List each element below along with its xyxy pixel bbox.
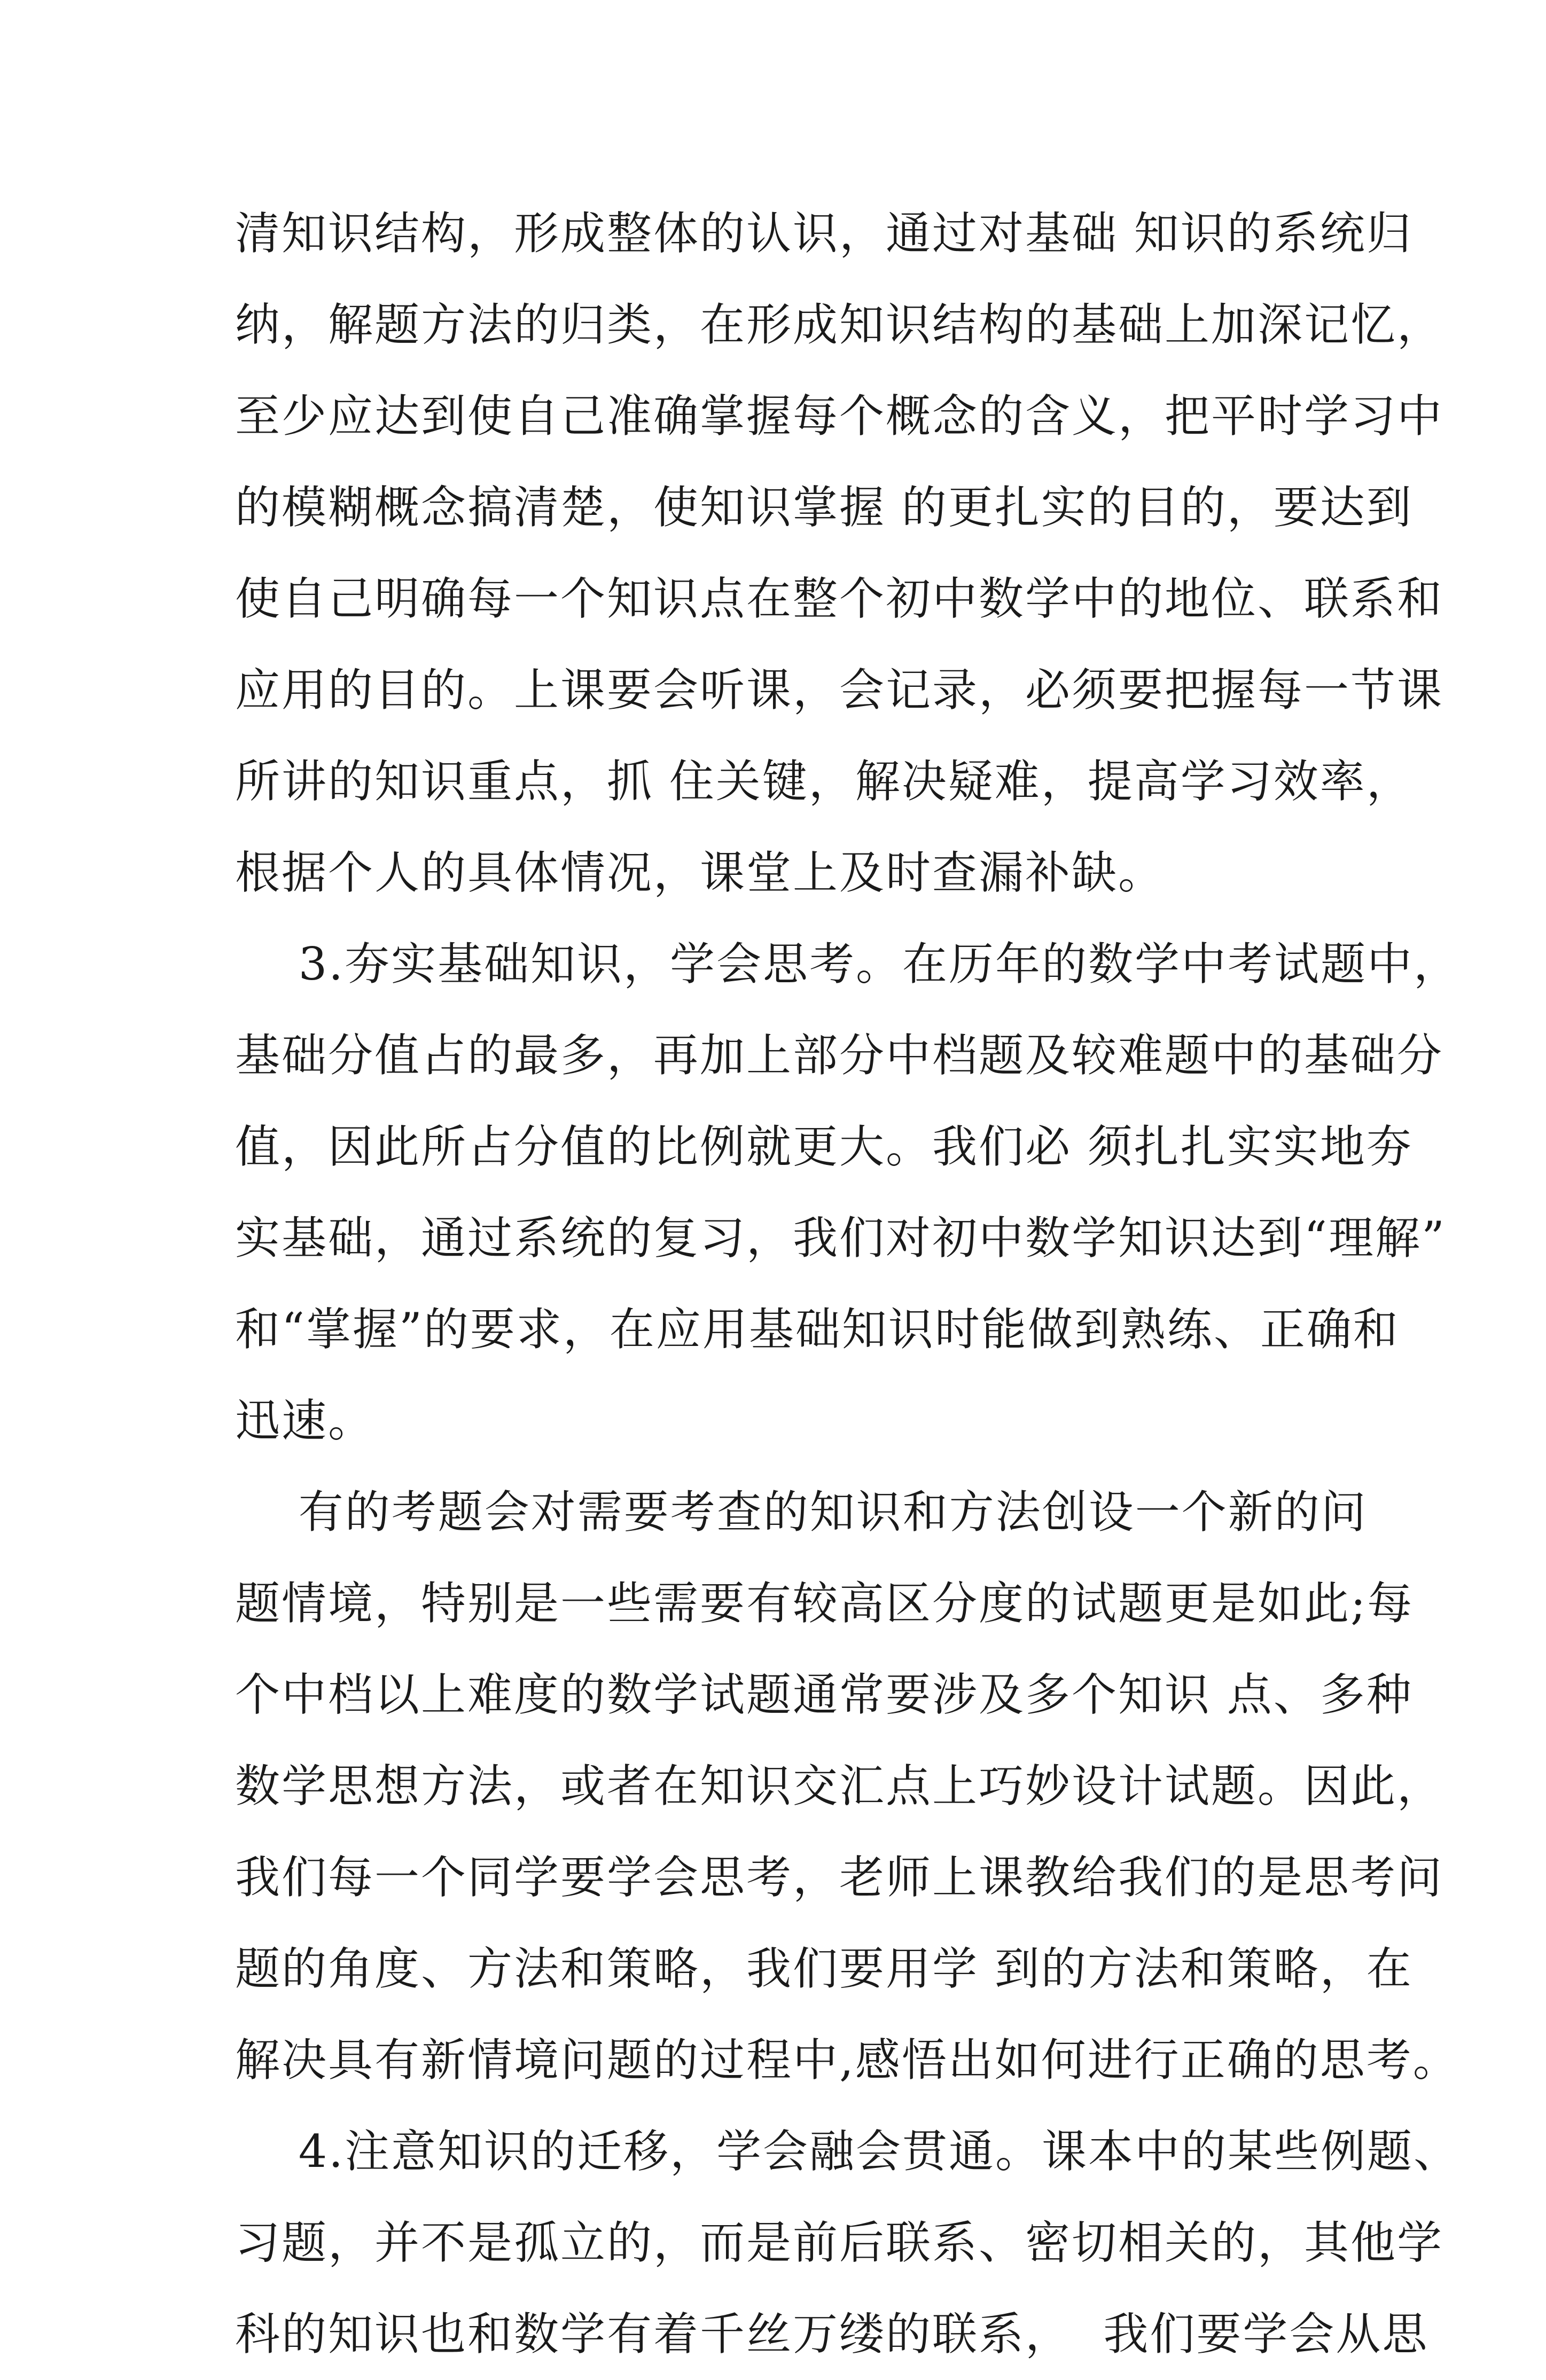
text-line: 科的知识也和数学有着千丝万缕的联系， 我们要学会从思 <box>235 2308 1429 2360</box>
text-line: 题的角度、方法和策略，我们要用学 到的方法和策略，在 <box>235 1943 1413 1995</box>
text-line: 根据个人的具体情况，课堂上及时查漏补缺。 <box>235 847 1165 899</box>
text-line: 纳，解题方法的归类，在形成知识结构的基础上加深记忆， <box>235 299 1444 351</box>
text-line: 基础分值占的最多，再加上部分中档题及较难题中的基础分 <box>235 1029 1444 1082</box>
text-line: 4.注意知识的迁移，学会融会贯通。课本中的某些例题、 <box>235 2125 1460 2178</box>
text-line: 应用的目的。上课要会听课，会记录，必须要把握每一节课 <box>235 664 1444 716</box>
text-line: 的模糊概念搞清楚，使知识掌握 的更扎实的目的，要达到 <box>235 481 1413 534</box>
text-line: 迅速。 <box>235 1395 375 1447</box>
text-line: 使自己明确每一个知识点在整个初中数学中的地位、联系和 <box>235 573 1444 625</box>
text-line: 我们每一个同学要学会思考，老师上课教给我们的是思考问 <box>235 1851 1444 1904</box>
body-text <box>235 188 1460 2380</box>
text-line: 3.夯实基础知识，学会思考。在历年的数学中考试题中， <box>235 938 1460 990</box>
text-line: 个中档以上难度的数学试题通常要涉及多个知识 点、多种 <box>235 1669 1413 1721</box>
text-line: 解决具有新情境问题的过程中,感悟出如何进行正确的思考。 <box>235 2034 1459 2086</box>
text-line: 习题，并不是孤立的，而是前后联系、密切相关的，其他学 <box>235 2217 1444 2269</box>
text-line: 所讲的知识重点，抓 住关键，解决疑难，提高学习效率， <box>235 755 1413 808</box>
text-line: 和“掌握”的要求，在应用基础知识时能做到熟练、正确和 <box>235 1303 1400 1356</box>
text-line: 数学思想方法，或者在知识交汇点上巧妙设计试题。因此， <box>235 1760 1444 1812</box>
text-line: 至少应达到使自己准确掌握每个概念的含义，把平时学习中 <box>235 390 1444 442</box>
text-line: 题情境，特别是一些需要有较高区分度的试题更是如此;每 <box>235 1577 1414 1630</box>
text-line: 清知识结构，形成整体的认识，通过对基础 知识的系统归 <box>235 207 1413 260</box>
text-line: 有的考题会对需要考查的知识和方法创设一个新的问 <box>235 1486 1368 1538</box>
text-line: 实基础，通过系统的复习，我们对初中数学知识达到“理解” <box>235 1212 1446 1264</box>
text-line: 值，因此所占分值的比例就更大。我们必 须扎扎实实地夯 <box>235 1121 1413 1173</box>
